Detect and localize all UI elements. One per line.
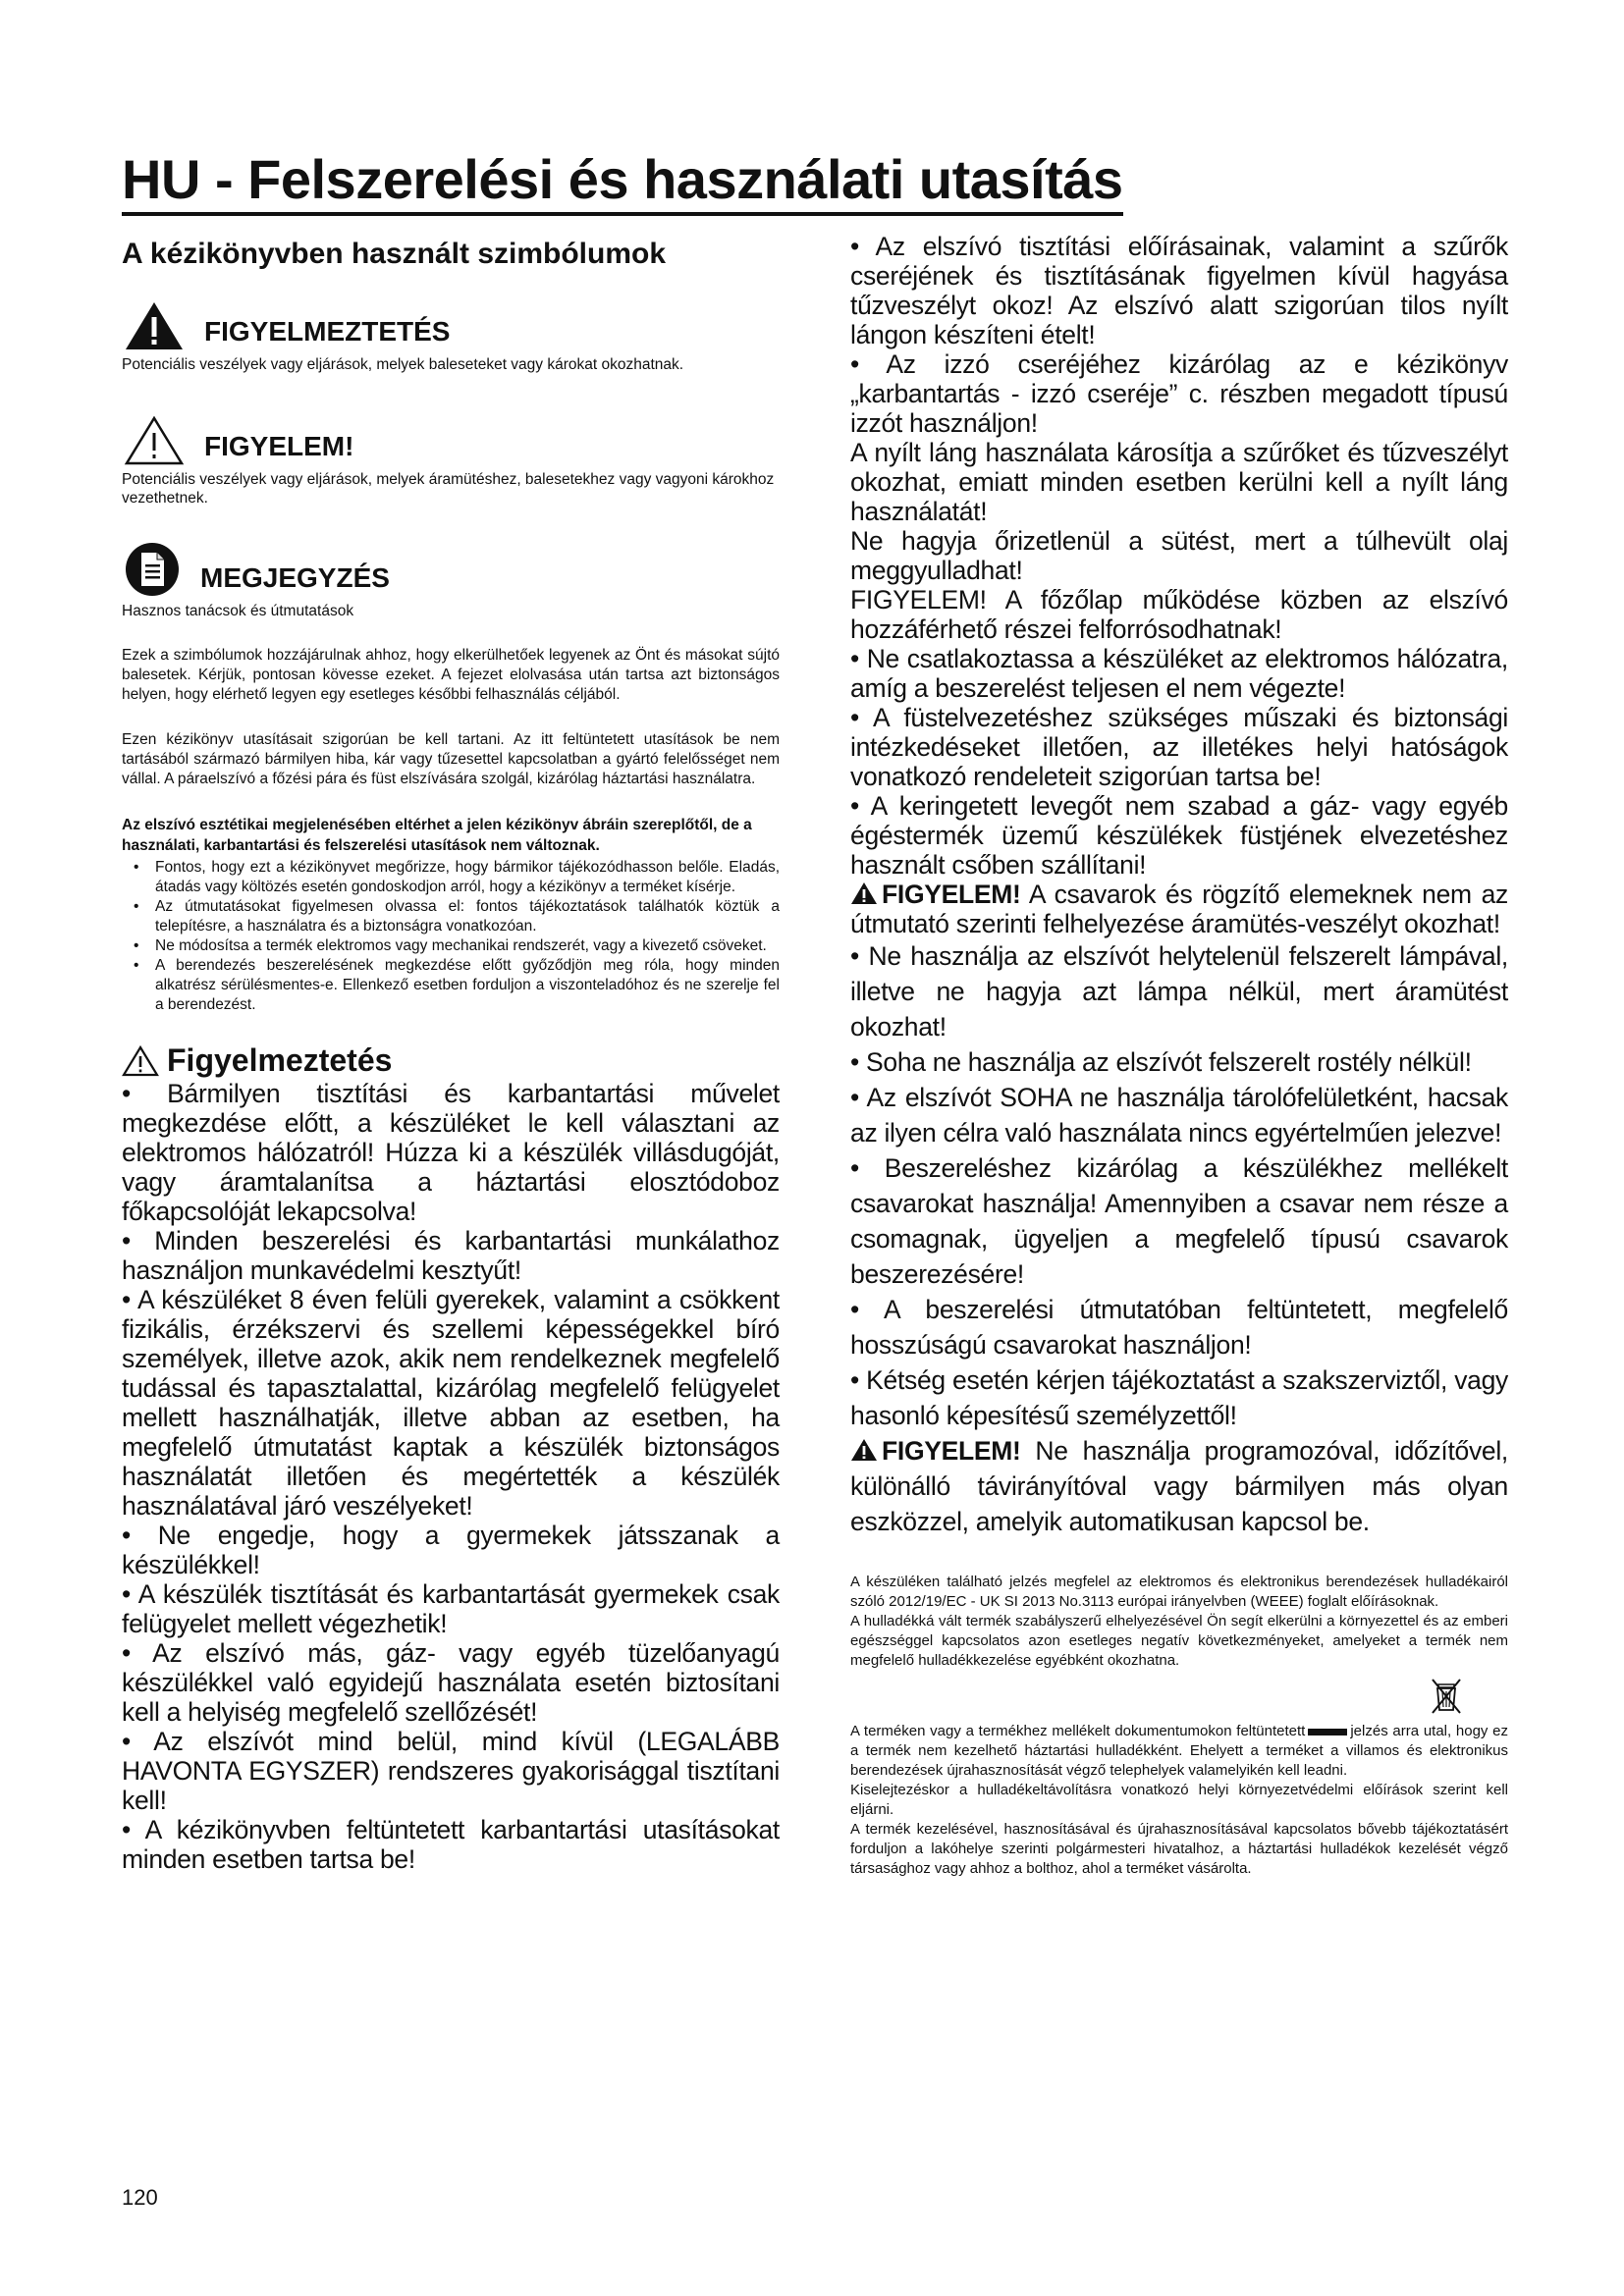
symbol-caution [122,415,780,466]
warning-item: • Kétség esetén kérjen tájékoztatást a szakszerviztől, vagy hasonló képesítésű személyzettől! [850,1365,1508,1430]
warning-item: • Az elszívót mind belül, mind kívül (LEGALÁBB HAVONTA EGYSZER) rendszeres gyakorisággal tisztítani kell! [122,1727,780,1815]
warning-item: A nyílt láng használata károsítja a szűrőket és tűzveszélyt okozhat, emiatt minden esetben kerülni kell a nyílt láng használatát! [850,438,1508,526]
list-item: • Fontos, hogy ezt a kézikönyvet megőrizze, hogy bármikor tájékozódhasson belőle. Eladás, átadás vagy költözés esetén gondoskodjon arról, hogy a kézikönyv a terméket kísérje. [122,858,780,897]
figyelem-text: Ne használja programozóval, időzítővel, különálló távirányítóval vagy bármilyen más olyan eszközzel, amelyik automatikusan kapcsol be. [850,1436,1508,1536]
right-column [850,232,1508,1879]
warning-item: • Minden beszerelési és karbantartási munkálathoz használjon munkavédelmi kesztyűt! [122,1226,780,1285]
warnings-heading-text: Figyelmeztetés [167,1042,393,1078]
warning-filled-icon [850,1438,878,1462]
weee-paragraph-3 [850,1722,1508,1781]
intro-paragraph-2: Ezen kézikönyv utasításait szigorúan be kell tartani. Az itt feltüntetett utasítások be nem tartásából származó bármilyen hiba, kár vagy tűzesettel kapcsolatban a gyártó felelősséget nem vállal. A páraelszívó a főzési pára és füst elszívására szolgál, kizárólag háztartási használatra. [122,731,780,787]
warning-title: FIGYELMEZTETÉS [204,316,451,347]
weee-section [850,1573,1508,1879]
weee-paragraph-3a: A terméken vagy a termékhez mellékelt dokumentumokon feltüntetett [850,1723,1306,1739]
caution-title: FIGYELEM! [204,431,354,461]
warning-item: • Az izzó cseréjéhez kizárólag az e kézikönyv „karbantartás - izzó cseréje” c. részben megadott típusú izzót használjon! [850,349,1508,438]
warning-item: Ne hagyja őrizetlenül a sütést, mert a túlhevült olaj meggyulladhat! [850,526,1508,585]
warning-item: • A készüléket 8 éven felüli gyerekek, valamint a csökkent fizikális, érzékszervi és szellemi képességekkel bíró személyek, illetve azok, akik nem rendelkeznek megfelelő tudással és tapasztalattal, kizárólag megfelelő felügyelet mellett használhatják, illetve abban az esetben, ha megfelelő útmutatást kaptak a készülék biztonságos használatát illetően és megértették a készülék használatával járó veszélyeket! [122,1285,780,1521]
warning-item-timer [850,1433,1508,1539]
note-icon [124,541,181,598]
weee-paragraph-1: A készüléken található jelzés megfelel az elektromos és elektronikus berendezések hulladékairól szóló 2012/19/EC - UK SI 2013 No.3113 európai irányelvben (WEEE) foglalt előírásoknak. [850,1574,1508,1610]
warnings-heading [122,1042,780,1079]
warning-item: • Az elszívó más, gáz- vagy egyéb tüzelőanyagú készülékkel való egyidejű használata esetén biztosítani kell a helyiség megfelelő szellőzését! [122,1638,780,1727]
caution-desc: Potenciális veszélyek vagy eljárások, melyek áramütéshez, balesetekhez vagy vagyoni károkhoz vezethetnek. [122,471,775,507]
figyelem-label: FIGYELEM! [882,1436,1021,1466]
figyelem-label: FIGYELEM! [882,880,1021,909]
weee-paragraph-4: Kiselejtezéskor a hulladékeltávolításra vonatkozó helyi környezetvédelmi előírások szerint kell eljárni. [850,1782,1508,1818]
warning-outline-icon [124,415,185,466]
list-item: • Ne módosítsa a termék elektromos vagy mechanikai rendszerét, vagy a kivezető csöveket. [122,936,780,956]
warning-item: • Ne csatlakoztassa a készüléket az elektromos hálózatra, amíg a beszerelést teljesen el nem végezte! [850,644,1508,703]
warning-item: • A beszerelési útmutatóban feltüntetett, megfelelő hosszúságú csavarokat használjon! [850,1295,1508,1360]
page-number: 120 [122,2185,158,2210]
warning-item: • A készülék tisztítását és karbantartását gyermekek csak felügyelet mellett végezhetik! [122,1579,780,1638]
figyelem-text: A csavarok és rögzítő elemeknek nem az útmutató szerinti felhelyezése áramütés-veszélyt okozhat! [850,880,1508,938]
warning-item: • Az elszívót SOHA ne használja tárolófelületként, hacsak az ilyen célra való használata nincs egyértelműen jelezve! [850,1083,1508,1148]
intro-paragraph-1: Ezek a szimbólumok hozzájárulnak ahhoz, hogy elkerülhetőek legyenek az Önt és másokat sújtó balesetek. Kérjük, pontosan kövesse ezeket. A fejezet elolvasása után tartsa azt biztonságos helyen, hogy elérhető legyen egy esetleges későbbi felhasználás céljából. [122,647,780,703]
warning-item: • A kézikönyvben feltüntetett karbantartási utasításokat minden esetben tartsa be! [122,1815,780,1874]
intro-bold-note: Az elszívó esztétikai megjelenésében eltérhet a jelen kézikönyv ábráin szereplőtől, de a használati, karbantartási és felszerelési utasítások nem változnak. [122,817,752,854]
intro-bullet-list [122,858,780,1015]
page-title: HU - Felszerelési és használati utasítás [122,147,1123,216]
warning-item: • Soha ne használja az elszívót felszerelt rostély nélkül! [850,1047,1472,1077]
list-item: • A berendezés beszerelésének megkezdése előtt győződjön meg róla, hogy minden alkatrész sérülésmentes-e. Ellenkező esetben forduljon a viszonteladóhoz és ne szerelje fel a berendezést. [122,956,780,1015]
left-column [122,228,780,1874]
warning-desc: Potenciális veszélyek vagy eljárások, melyek baleseteket vagy károkat okozhatnak. [122,356,684,373]
warning-item: • A keringetett levegőt nem szabad a gáz- vagy egyéb égéstermék üzemű készülékek füstjének elvezetéshez használt csőben szállítani! [850,791,1508,880]
black-bar-symbol [1308,1729,1347,1735]
warning-item: • Ne használja az elszívót helytelenül felszerelt lámpával, illetve ne hagyja azt lámpa nélkül, mert áramütést okozhat! [850,941,1508,1041]
warning-item: • A füstelvezetéshez szükséges műszaki és biztonsági intézkedéseket illetően, az illetékes helyi hatóságok vonatkozó rendeleteit szigorúan tartsa be! [850,703,1508,791]
warning-item: • Az elszívó tisztítási előírásainak, valamint a szűrők cseréjének és tisztításának figyelmen kívül hagyása tűzveszélyt okoz! Az elszívó alatt szigorúan tilos nyílt lángon készíteni ételt! [850,232,1508,349]
symbol-warning [122,300,780,351]
list-item: • Az útmutatásokat figyelmesen olvassa el: fontos tájékoztatások találhatók köztük a telepítésre, a használatra és a biztonságra vonatkozóan. [122,897,780,936]
note-desc: Hasznos tanácsok és útmutatások [122,603,354,619]
warning-filled-icon [124,300,185,351]
symbols-heading: A kézikönyvben használt szimbólumok [122,238,667,270]
warning-item: • Bármilyen tisztítási és karbantartási művelet megkezdése előtt, a készüléket le kell választani az elektromos hálózatról! Húzza ki a készülék villásdugóját, vagy áramtalanítsa a háztartási elosztódoboz főkapcsolóját lekapcsolva! [122,1079,780,1226]
warning-item: • Ne engedje, hogy a gyermekek játsszanak a készülékkel! [122,1521,780,1579]
warning-item: FIGYELEM! A főzőlap működése közben az elszívó hozzáférhető részei felforrósodhatnak! [850,585,1508,644]
crossed-bin-icon [1430,1677,1463,1716]
symbol-note [122,541,780,598]
weee-paragraph-3b: jelzés arra utal, hogy ez a termék nem kezelhető háztartási hulladékként. Ehelyett a terméket a villamos és elektronikus berendezések újrahasznosítását végző telephelyek valamelyikén kell leadni. [850,1723,1509,1779]
weee-paragraph-2: A hulladékká vált termék szabályszerű elhelyezésével Ön segít elkerülni a környezettel és az emberi egészséggel kapcsolatos azon esetleges negatív következményeket, amelyeket a termék nem megfelelő hulladékkezelése egyébként okozhatna. [850,1613,1508,1669]
weee-paragraph-5: A termék kezelésével, hasznosításával és újrahasznosításával kapcsolatos bővebb tájékoztatásért forduljon a lakóhelye szerinti polgármesteri hivatalhoz, a háztartási hulladékok kezelését végző társasághoz vagy ahhoz a bolthoz, ahol a terméket vásárolta. [850,1821,1508,1877]
warning-outline-icon [122,1045,159,1077]
warning-item: • Beszereléshez kizárólag a készülékhez mellékelt csavarokat használja! Amennyiben a csavar nem része a csomagnak, ügyeljen a megfelelő típusú csavarok beszerezésére! [850,1153,1508,1289]
note-title: MEGJEGYZÉS [200,562,390,593]
warning-item-screws [850,880,1508,938]
warning-filled-icon [850,881,878,905]
